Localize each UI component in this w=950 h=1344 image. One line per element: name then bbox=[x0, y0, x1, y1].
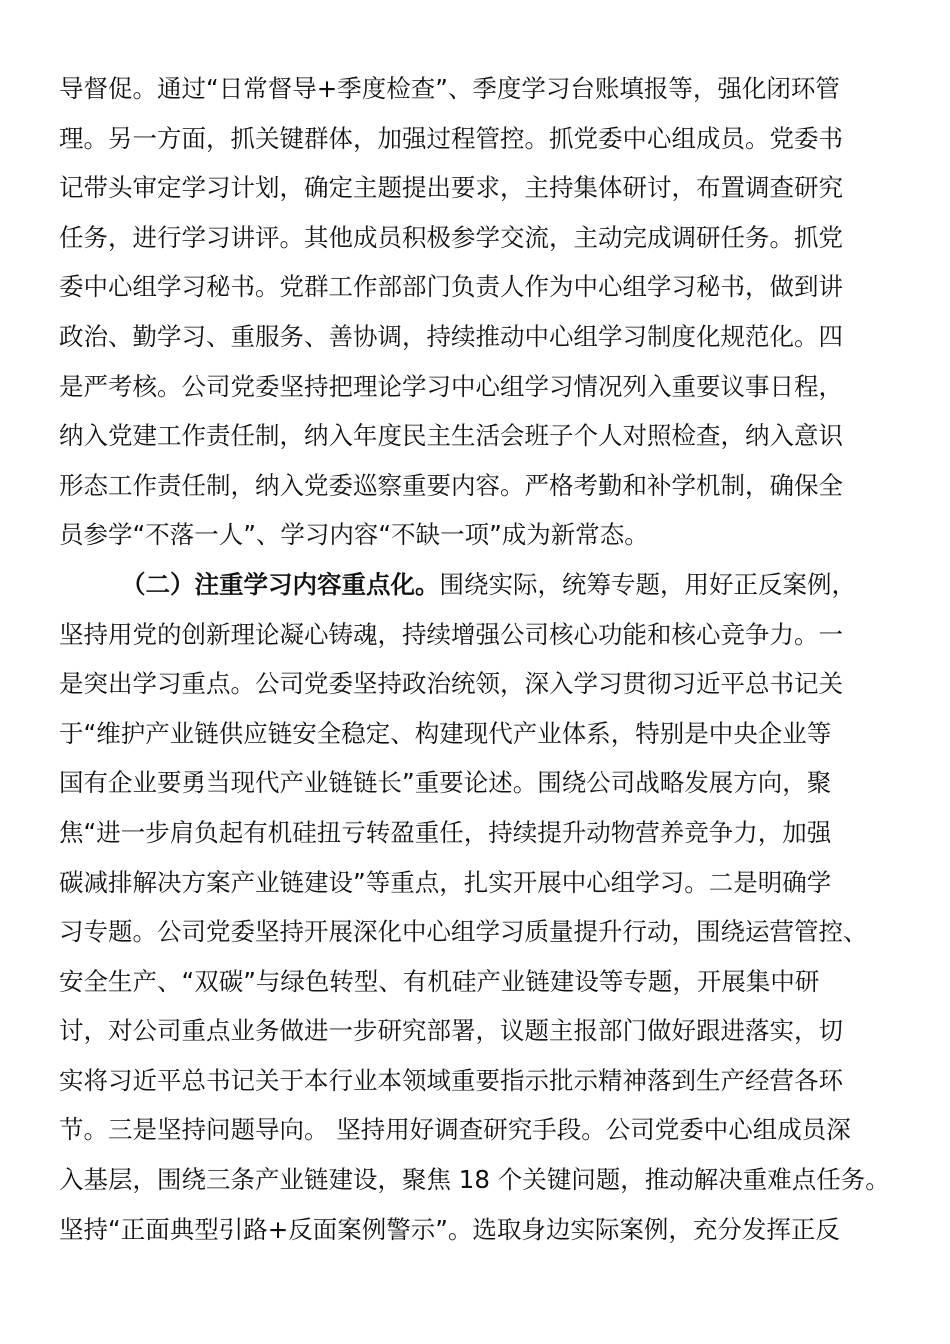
text-line: 讨，对公司重点业务做进一步研究部署，议题主报部门做好跟进落实，切 bbox=[59, 1016, 843, 1046]
text-line: 记带头审定学习计划，确定主题提出要求，主持集体研讨，布置调查研究 bbox=[59, 173, 843, 203]
section-heading-line bbox=[59, 560, 892, 610]
text-line: 纳入党建工作责任制，纳入年度民主生活会班子个人对照检查，纳入意识 bbox=[59, 421, 843, 451]
text-line: 节。三是坚持问题导向。 坚持用好调查研究手段。公司党委中心组成员深 bbox=[59, 1115, 851, 1145]
text-line: 安全生产、“双碳”与绿色转型、有机硅产业链建设等专题，开展集中研 bbox=[59, 966, 820, 996]
text-line: 政治、勤学习、重服务、善协调，持续推动中心组学习制度化规范化。四 bbox=[59, 321, 843, 351]
text-line: 是严考核。公司党委坚持把理论学习中心组学习情况列入重要议事日程， bbox=[59, 371, 843, 401]
text-line: 国有企业要勇当现代产业链链长”重要论述。围绕公司战略发展方向，聚 bbox=[59, 768, 832, 798]
text-line: 焦“进一步肩负起有机硅扭亏转盈重任，持续提升动物营养竞争力，加强 bbox=[59, 817, 832, 847]
text-line: 导督促。通过“日常督导+季度检查”、季度学习台账填报等，强化闭环管 bbox=[59, 74, 840, 103]
text-line: 任务，进行学习讲评。其他成员积极参学交流，主动完成调研任务。抓党 bbox=[59, 222, 843, 252]
text-line: 是突出学习重点。公司党委坚持政治统领，深入学习贯彻习近平总书记关 bbox=[59, 669, 843, 699]
text-line: 形态工作责任制，纳入党委巡察重要内容。严格考勤和补学机制，确保全 bbox=[59, 470, 843, 500]
text-line: 实将习近平总书记关于本行业本领域重要指示批示精神落到生产经营各环 bbox=[59, 1065, 843, 1095]
text-line: 坚持“正面典型引路+反面案例警示”。选取身边实际案例，充分发挥正反 bbox=[59, 1214, 840, 1244]
text-line: 委中心组学习秘书。党群工作部部门负责人作为中心组学习秘书，做到讲 bbox=[59, 272, 843, 302]
text-line: 坚持用党的创新理论凝心铸魂，持续增强公司核心功能和核心竞争力。一 bbox=[59, 619, 843, 649]
text-line: 于“维护产业链供应链安全稳定、构建现代产业体系，特别是中央企业等 bbox=[59, 718, 832, 748]
section-heading: （二）注重学习内容重点化。 bbox=[121, 569, 440, 599]
heading-line-text: 围绕实际，统筹专题，用好正反案例， bbox=[439, 569, 856, 599]
text-line: 员参学“不落一人”、学习内容“不缺一项”成为新常态。 bbox=[59, 520, 649, 550]
text-line: 碳减排解决方案产业链建设”等重点，扎实开展中心组学习。二是明确学 bbox=[59, 867, 832, 897]
document-page bbox=[59, 64, 892, 1254]
text-line: 理。另一方面，抓关键群体，加强过程管控。抓党委中心组成员。党委书 bbox=[59, 123, 843, 153]
text-line: 入基层，围绕三条产业链建设，聚焦 18 个关键问题，推动解决重难点任务。 bbox=[59, 1165, 890, 1195]
text-line: 习专题。公司党委坚持开展深化中心组学习质量提升行动，围绕运营管控、 bbox=[59, 917, 868, 947]
